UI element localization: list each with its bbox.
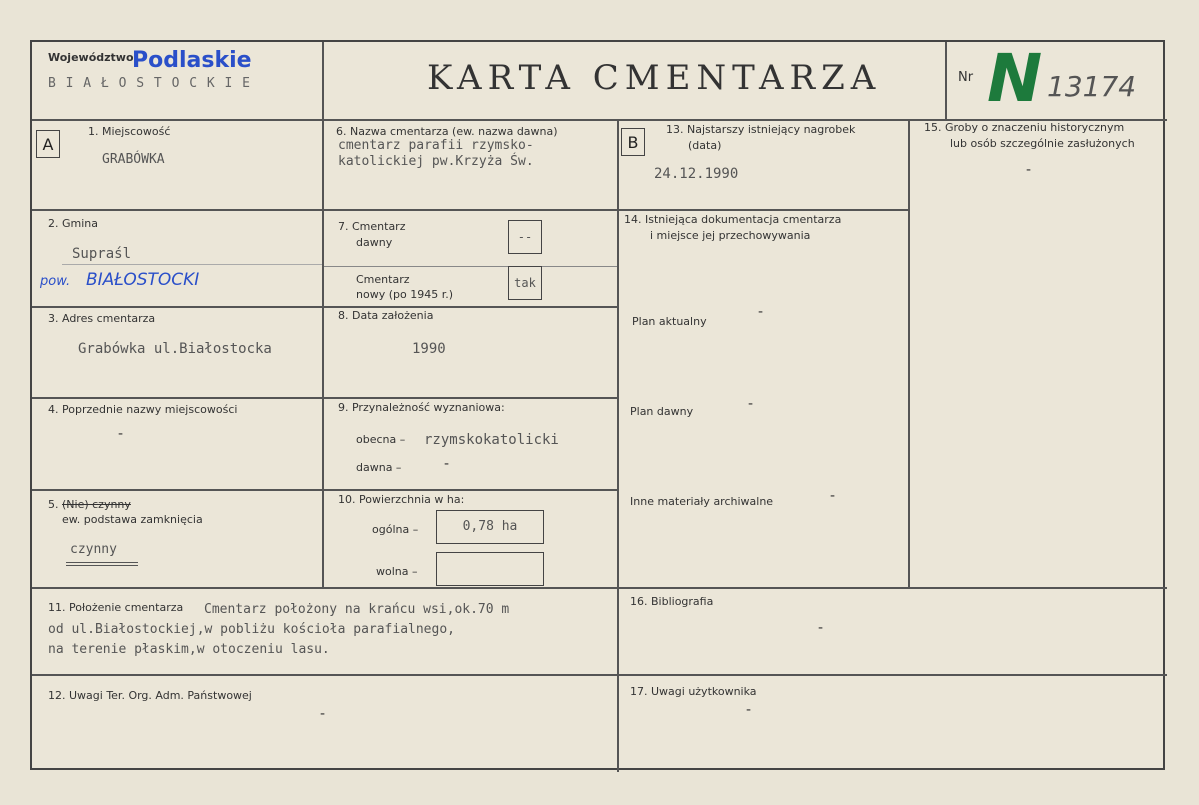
f14-plan-akt-value: - (758, 304, 764, 320)
f14-plan-daw-value: - (748, 396, 754, 412)
page-title: KARTA CMENTARZA (427, 58, 882, 98)
f5-value: czynny (70, 542, 117, 557)
f9-label: 9. Przynależność wyznaniowa: (338, 401, 505, 414)
rule-col3 (908, 119, 910, 587)
wojewodztwo-label: Województwo (48, 51, 134, 64)
f6-value-2: katolickiej pw.Krzyża Św. (338, 154, 534, 169)
rule-row6 (32, 674, 1167, 676)
f7-nowy-2: nowy (po 1945 r.) (356, 288, 453, 301)
f7-nowy-box: tak (508, 266, 542, 300)
rule-col2 (617, 119, 619, 772)
f2-pow-value: BIAŁOSTOCKI (86, 270, 200, 290)
f11-line3: na terenie płaskim,w otoczeniu lasu. (48, 642, 330, 657)
f14-inne: Inne materiały archiwalne (630, 495, 774, 508)
f13-label-1: 13. Najstarszy istniejący nagrobek (666, 123, 856, 136)
rule-row5 (32, 587, 1167, 589)
f14-plan-akt: Plan aktualny (632, 315, 707, 328)
f10-wolna: wolna – (376, 565, 418, 578)
f15-label-2: lub osób szczególnie zasłużonych (950, 137, 1135, 150)
f2-underline (62, 264, 322, 265)
f5-label-num: 5. (48, 498, 59, 511)
f6-label: 6. Nazwa cmentarza (ew. nazwa dawna) (336, 125, 558, 138)
f7-nowy-1: Cmentarz (356, 273, 410, 286)
f11-line2: od ul.Białostockiej,w pobliżu kościoła parafialnego, (48, 622, 455, 637)
f14-label-2: i miejsce jej przechowywania (650, 229, 811, 242)
nr-letter: N (987, 40, 1043, 117)
f5-label2: ew. podstawa zamknięcia (62, 513, 203, 526)
f3-label: 3. Adres cmentarza (48, 312, 156, 325)
wojewodztwo-stamp: Podlaskie (132, 48, 252, 73)
f14-label-1: 14. Istniejąca dokumentacja cmentarza (624, 213, 842, 226)
f2-value: Supraśl (72, 246, 132, 262)
wojewodztwo-typed: B I A Ł O S T O C K I E (48, 76, 252, 91)
f15-label-1: 15. Groby o znaczeniu historycznym (924, 121, 1125, 134)
f14-plan-daw: Plan dawny (630, 405, 694, 418)
f9-dawna-value: - (444, 456, 450, 472)
f4-value: - (118, 426, 124, 442)
f10-wolna-box (436, 552, 544, 586)
nr-label: Nr (958, 70, 974, 85)
f10-ogolna: ogólna – (372, 523, 419, 536)
f12-label: 12. Uwagi Ter. Org. Adm. Państwowej (48, 689, 252, 702)
rule-nr (945, 42, 947, 119)
f1-value: GRABÓWKA (102, 152, 165, 167)
f16-label: 16. Bibliografia (630, 595, 714, 608)
f11-label: 11. Położenie cmentarza (48, 601, 184, 614)
f7-dawny-box: -- (508, 220, 542, 254)
f10-ogolna-box: 0,78 ha (436, 510, 544, 544)
rule-row1 (32, 209, 908, 211)
rule-row3 (32, 397, 617, 399)
f2-pow: pow. (40, 274, 71, 289)
f17-label: 17. Uwagi użytkownika (630, 685, 757, 698)
f15-value: - (1026, 162, 1032, 178)
f13-label-2: (data) (688, 139, 722, 152)
rule-f7-split (322, 266, 617, 267)
f3-value: Grabówka ul.Białostocka (78, 341, 272, 357)
f6-value-1: cmentarz parafii rzymsko- (338, 138, 534, 153)
f1-label: 1. Miejscowość (88, 125, 171, 138)
section-a-box: A (36, 130, 60, 158)
nr-value: 13174 (1047, 70, 1137, 103)
f5-underline-2 (66, 565, 138, 566)
rule-col1 (322, 42, 324, 587)
f16-value: - (818, 620, 824, 636)
f11-line1: Cmentarz położony na krańcu wsi,ok.70 m (204, 602, 510, 617)
f7-dawny: dawny (356, 236, 393, 249)
f17-value: - (746, 702, 752, 718)
f7-label: 7. Cmentarz (338, 220, 406, 233)
rule-row4 (32, 489, 617, 491)
cemetery-card (30, 40, 1165, 770)
f14-inne-value: - (830, 488, 836, 504)
f13-value: 24.12.1990 (654, 166, 739, 182)
f10-label: 10. Powierzchnia w ha: (338, 493, 465, 506)
f8-label: 8. Data założenia (338, 309, 434, 322)
f9-obecna: obecna – (356, 433, 406, 446)
f5-underline-1 (66, 562, 138, 563)
f9-obecna-value: rzymskokatolicki (424, 432, 559, 448)
f4-label: 4. Poprzednie nazwy miejscowości (48, 403, 238, 416)
f8-value: 1990 (412, 341, 446, 357)
f2-label: 2. Gmina (48, 217, 98, 230)
f12-value: - (320, 706, 326, 722)
f5-label-struck: (Nie) czynny (62, 498, 131, 511)
section-b-box: B (621, 128, 645, 156)
rule-row2 (32, 306, 617, 308)
f9-dawna: dawna – (356, 461, 402, 474)
